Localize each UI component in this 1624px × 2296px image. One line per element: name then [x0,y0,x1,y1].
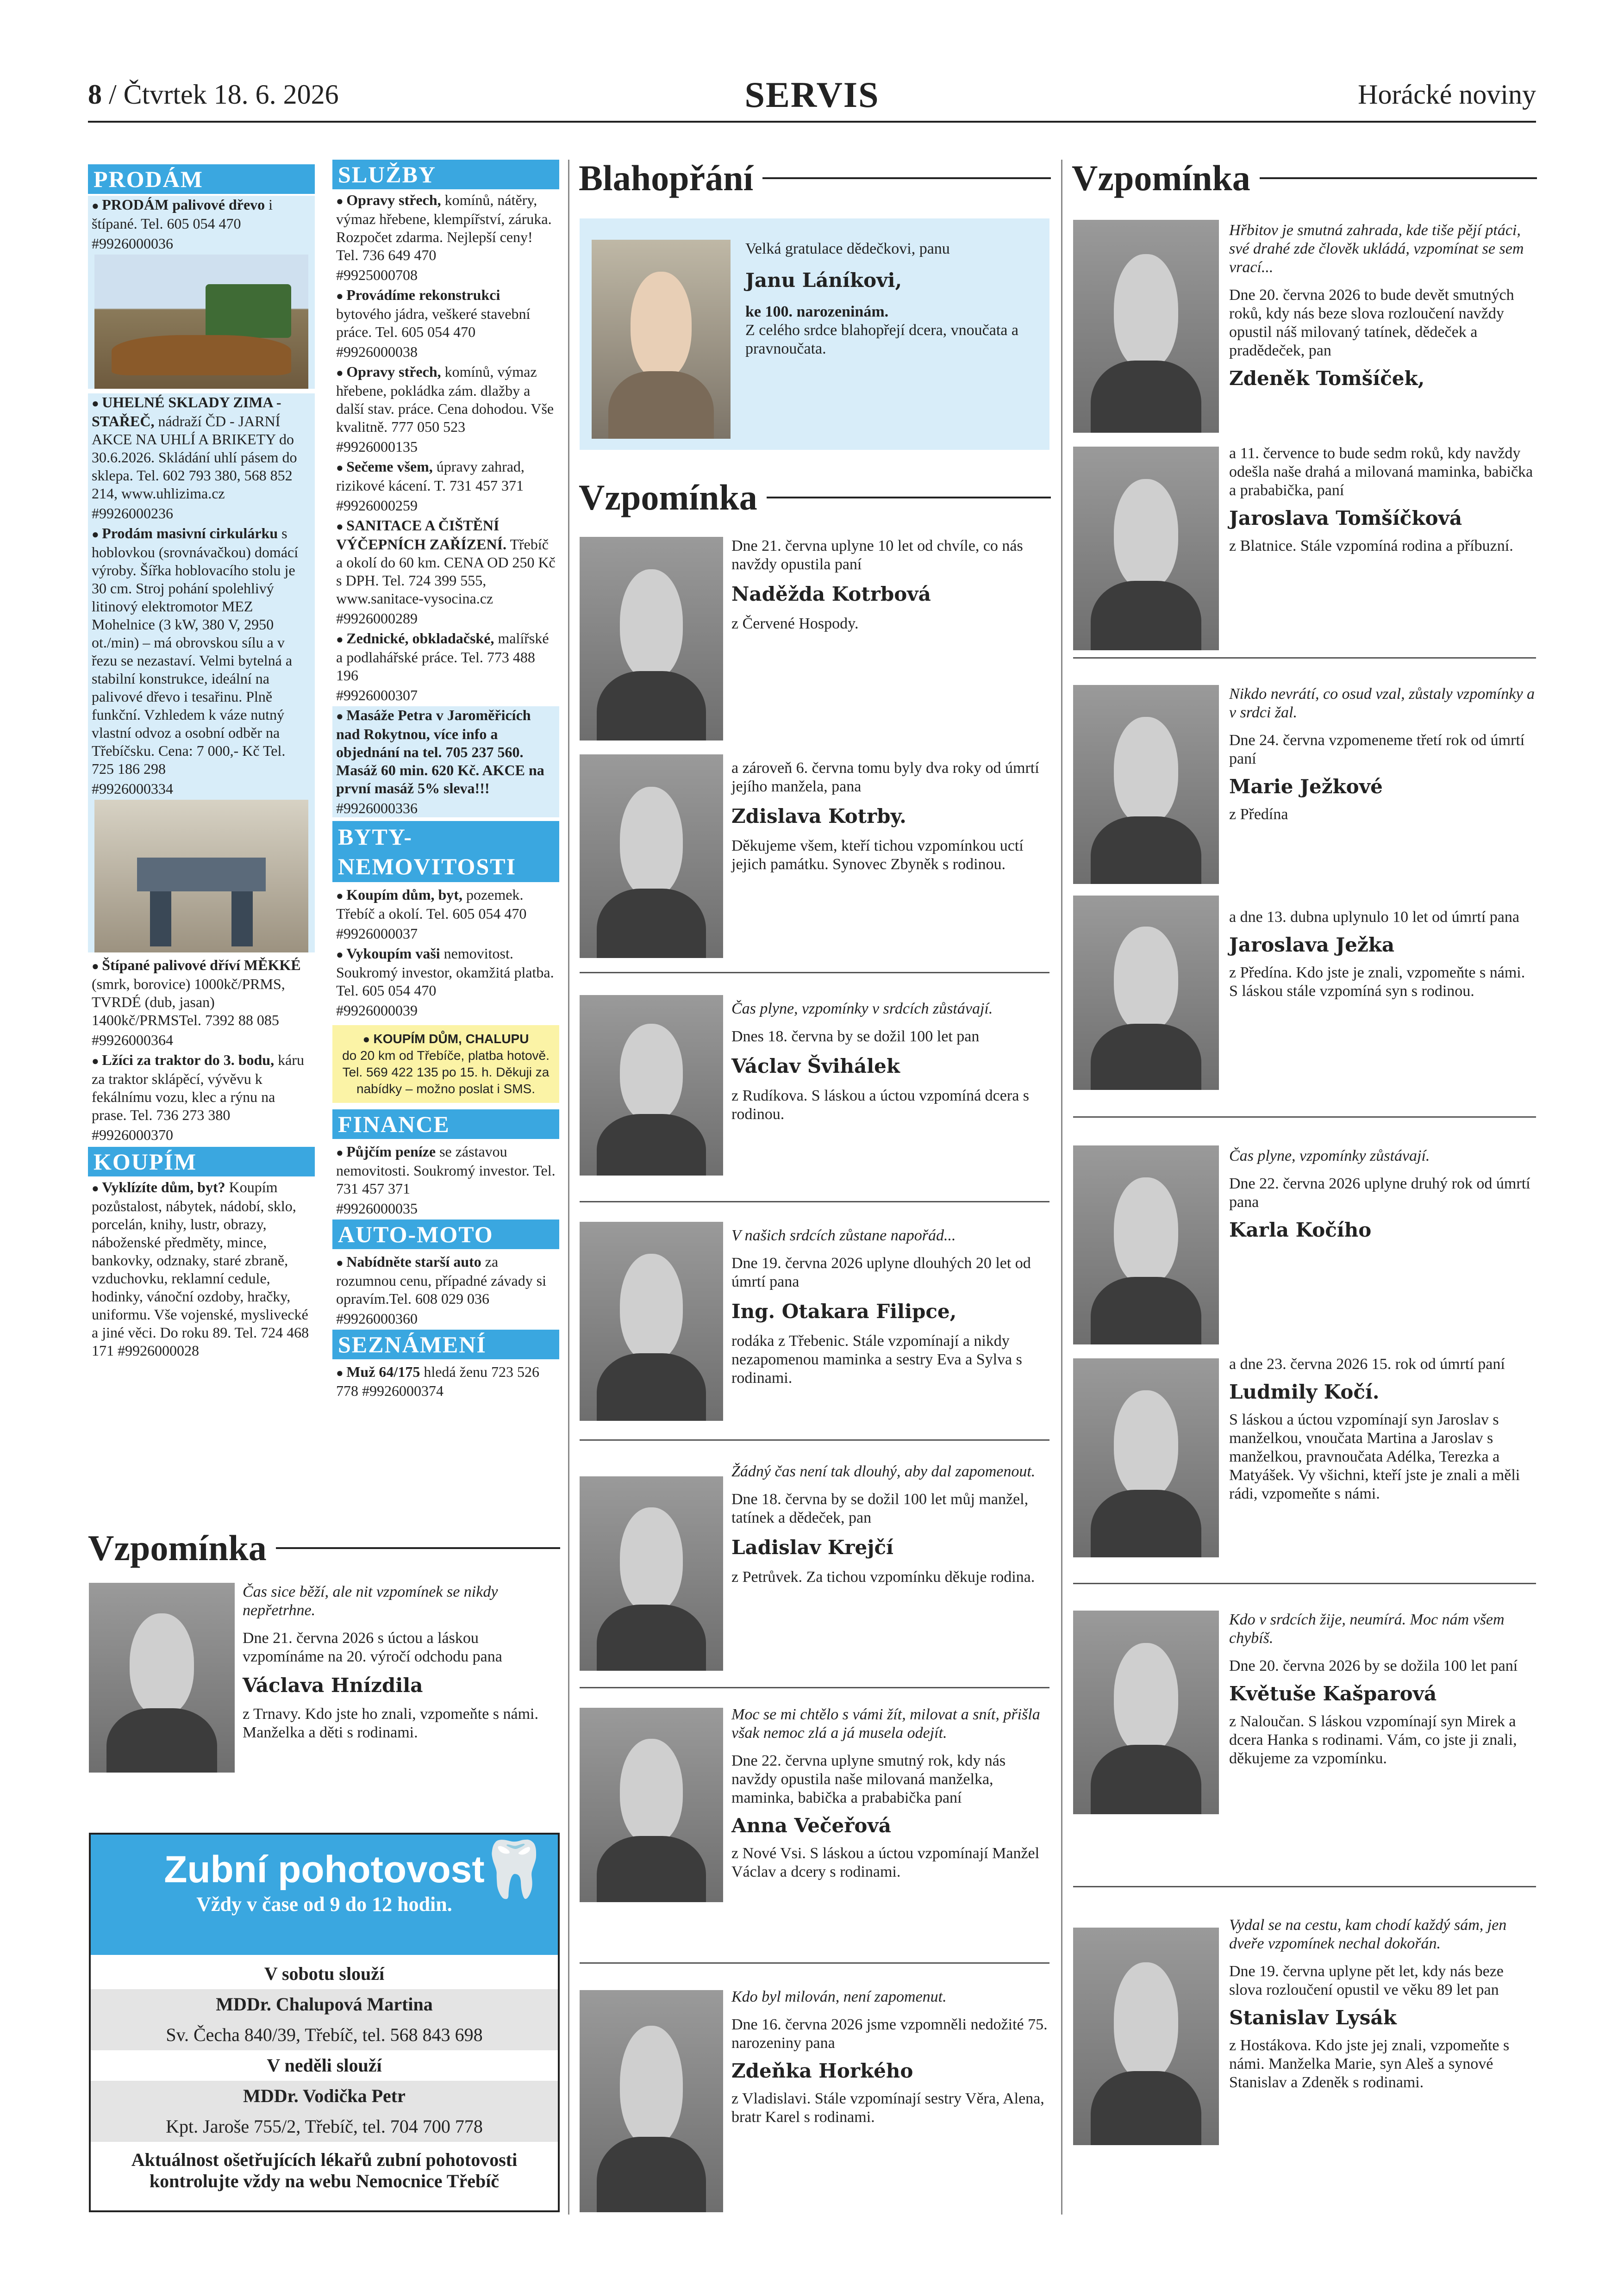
section-prodam: PRODÁM [88,164,315,194]
date-label: / Čtvrtek 18. 6. 2026 [109,79,339,110]
portrait-photo [580,1222,723,1421]
divider [1073,657,1536,659]
ad-code: #9926000037 [336,925,418,942]
portrait-photo [580,537,723,740]
obituary-filipec: V našich srdcích zůstane napořád... Dne 19. června 2026 uplyne dlouhých 20 let od úmrtí pana Ing. Otakara Filipce, rodáka z Třebenic. Stále vzpomínají a nikdy nezapomenou maminka a sestry Eva a Sylva s rodinami. [731,1226,1051,1388]
deceased-name: Marie Ježkové [1229,775,1383,798]
divider [580,1439,1049,1441]
portrait-photo [1073,896,1219,1090]
deceased-name: Václava Hnízdila [243,1674,423,1697]
obituary-lysak: Vydal se na cestu, kam chodí každý sám, jen dveře vzpomínek nechal dokořán. Dne 19. června uplyne pět let, kdy nás beze slova rozloučení opustil ve věku 89 let pan Stanislav Lysák z Hostákova. Kdo jste jej znali, vzpomeňte s námi. Manželka Marie, syn Aleš a synové Stanislav a Zdeněk s rodinami. [1229,1916,1537,2092]
ad-yellow-house: ● KOUPÍM DŮM, CHALUPU do 20 km od Třebíče, platba hotově. Tel. 569 422 135 po 15. h. Děkuji za nabídky – možno poslat i SMS. [332,1025,559,1103]
ad-code: #9926000334 [92,780,173,797]
obituary-tomsickova: a 11. července to bude sedm roků, kdy navždy odešla naše drahá a milovaná maminka, babička a prababička, paní Jaroslava Tomšíčková z Blatnice. Stále vzpomíná rodina a příbuzní. [1229,444,1537,555]
doctor-saturday: MDDr. Chalupová Martina [216,1994,433,2015]
ad-code: #9926000035 [336,1200,418,1217]
heading-vzpominka-mid: Vzpomínka [579,477,1051,518]
divider [1073,1116,1536,1118]
ad-code: #9926000336 [336,800,418,816]
ad-code: #9925000708 [336,267,418,283]
divider [580,972,1049,973]
portrait-photo [580,754,723,958]
obituary-vecerova: Moc se mi chtělo s vámi žít, milovat a snít, přišla však nemoc zlá a já musela odejít. Dne 22. června uplyne smutný rok, kdy nás navždy opustila naše milovaná manželka, maminka, babička a prababička paní Anna Večeřová z Nové Vsi. S láskou a úctou vzpomínají Manžel Václav a dcery s rodinami. [731,1705,1051,1881]
deceased-name: Ludmily Kočí. [1229,1381,1380,1403]
ad-code: #9926000259 [336,497,418,514]
portrait-photo [580,1708,723,1902]
portrait-photo [1073,1928,1219,2145]
deceased-name: Zdeňka Horkého [731,2060,913,2082]
column-divider [1061,160,1062,2215]
deceased-name: Jaroslava Ježka [1229,933,1395,956]
portrait-photo [580,1990,723,2212]
deceased-name: Václav Švihálek [731,1055,900,1077]
section-title: SERVIS [744,75,880,115]
deceased-name: Ing. Otakara Filipce, [731,1300,957,1323]
page-header [88,74,1536,123]
obituary-jezek: a dne 13. dubna uplynulo 10 let od úmrtí pana Jaroslava Ježka z Předína. Kdo jste je znali, vzpomeňte s námi. S láskou stále vzpomíná syn s rodinou. [1229,908,1537,1001]
section-seznameni: SEZNÁMENÍ [332,1330,559,1359]
divider [1073,1886,1536,1887]
deceased-name: Anna Večeřová [731,1814,892,1837]
heading-vzpominka-right: Vzpomínka [1072,157,1537,199]
section-koupim: KOUPÍM [88,1147,315,1176]
obituary-kasparova: Kdo v srdcích žije, neumírá. Moc nám všem chybíš. Dne 20. června 2026 by se dožila 100 let paní Květuše Kašparová z Naloučan. S láskou vzpomínají syn Mirek a dcera Hanka s rodinami. Vám, co jste ji znali, děkujeme za vzpomínku. [1229,1611,1537,1768]
obituary-koci: Čas plyne, vzpomínky zůstávají. Dne 22. června 2026 uplyne druhý rok od úmrtí pana Karla Kočího [1229,1147,1537,1249]
divider [580,1962,1049,1964]
portrait-photo [1073,1145,1219,1344]
deceased-name: Květuše Kašparová [1229,1682,1437,1705]
obituary-svihalek: Čas plyne, vzpomínky v srdcích zůstávají. Dnes 18. června by se dožil 100 let pan Václav Švihálek z Rudíkova. S láskou a úctou vzpomíná dcera s rodinou. [731,1000,1051,1124]
portrait-photo [1073,685,1219,884]
classifieds-col2: SLUŽBY ● Opravy střech, komínů, nátěry, výmaz hřebene, klempířství, záruka. Rozpočet zdarma. Nejlepší ceny! Tel. 736 649 470 #9925000708 ● Provádíme rekonstrukci bytového jádra, veškeré stavební práce. Tel. 605 054 470 #9926000038 ● Opravy střech, komínů, výmaz hřebene, pokládka zám. dlažby a další stav. práce. Cena dohodou. Vše kvalitně. 777 050 523 #9926000135 ● Sečeme všem, úpravy zahrad, rizikové kácení. T. 731 457 371 #9926000259 ● SANITACE A ČIŠTĚNÍ VÝČEPNÍCH ZAŘÍZENÍ. Třebíč a okolí do 60 km. CENA OD 250 Kč s DPH. Tel. 724 399 555, www.sanitace-vysocina.cz #9926000289 ● Zednické, obkladačské, malířské a podlahářské práce. Tel. 773 488 196 #9926000307 ● Masáže Petra v Jaroměřicích nad Rokytnou, více info a objednání na tel. 705 237 560. Masáž 60 min. 620 Kč. AKCE na první masáž 5% sleva!!! #9926000336 BYTY-NEMOVITOSTI ● Koupím dům, byt, pozemek. Třebíč a okolí. Tel. 605 054 470 #9926000037 ● Vykoupím vaši nemovitost. Soukromý investor, okamžitá platba. Tel. 605 054 470 #9926000039 ● KOUPÍM DŮM, CHALUPU do 20 km od Třebíče, platba hotově. Tel. 569 422 135 po 15. h. Děkuji za nabídky – možno poslat i SMS. FINANCE ● Půjčím peníze se zástavou nemovitosti. Soukromý investor. Tel. 731 457 371 #9926000035 AUTO-MOTO ● Nabídněte starší auto za rozumnou cenu, případné závady si opravím.Tel. 608 029 036 #9926000360 SEZNÁMENÍ ● Muž 64/175 hledá ženu 723 526 778 #9926000374 [332,160,559,1400]
deceased-name: Stanislav Lysák [1229,2006,1397,2029]
obituary-horky: Kdo byl milován, není zapomenut. Dne 16. června 2026 jsme vzpomněli nedožité 75. narozeniny pana Zdeňka Horkého z Vladislavi. Stále vzpomínají sestry Věra, Alena, bratr Karel s rodinami. [731,1988,1051,2127]
deceased-name: Karla Kočího [1229,1219,1372,1241]
deceased-name: Zdislava Kotrby. [731,805,906,828]
ad-code: #9926000039 [336,1002,418,1019]
obituary-tomsicek: Hřbitov je smutná zahrada, kde tiše pějí ptáci, své drahé zde člověk ukládá, vzpomínat se sem vrací... Dne 20. června 2026 to bude devět smutných roků, kdy nás beze slova rozloučení navždy opustil náš milovaný tatínek, dědeček a pradědeček, pan Zdeněk Tomšíček, [1229,221,1537,397]
ad-code: #9926000135 [336,438,418,455]
ad-code: #9926000364 [92,1032,173,1048]
heading-vzpominka-left: Vzpomínka [88,1527,560,1569]
dental-emergency-box: Zubní pohotovost Vždy v čase od 9 do 12 hodin. 🦷 V sobotu slouží MDDr. Chalupová Martina Sv. Čecha 840/39, Třebíč, tel. 568 843 698 V neděli slouží MDDr. Vodička Petr Kpt. Jaroše 755/2, Třebíč, tel. 704 700 778 Aktuálnost ošetřujících lékařů zubní pohotovosti kontrolujte vždy na webu Nemocnice Třebíč [89,1833,560,2212]
portrait-photo [1073,220,1219,433]
section-sluzby: SLUŽBY [332,160,559,189]
portrait-photo [580,1476,723,1671]
ad-prodam-2: ● UHELNÉ SKLADY ZIMA - STAŘEČ, nádraží ČD - JARNÍ AKCE NA UHLÍ A BRIKETY do 30.6.2026. Skládání uhlí pásem do sklepa. Tel. 602 793 380, 568 852 214, www.uhlizima.cz #9926000236 ● Prodám masivní cirkulárku s hoblovkou (srovnávačkou) domácí výroby. Šířka hoblovacího stolu je 30 cm. Stroj pohání spolehlivý litinový elektromotor MEZ Mohelnice (3 kW, 380 V, 2950 ot./min) – má obrovskou sílu a v řezu se nezastaví. Velmi bytelná a stabilní konstrukce, ideální na palivové dřevo i tesařinu. Plně funkční. Vzhledem k váze nutný vlastní odvoz a osobní odběr na Třebíčsku. Cena: 7 000,- Kč Tel. 725 186 298 #9926000334 [88,393,315,952]
obituary-krejci: Žádný čas není tak dlouhý, aby dal zapomenout. Dne 18. června by se dožil 100 let můj manžel, tatínek a dědeček, pan Ladislav Krejčí z Petrůvek. Za tichou vzpomínku děkuje rodina. [731,1462,1051,1587]
ad-prodam-1: ● PRODÁM palivové dřevo i štípané. Tel. 605 054 470 #9926000036 [88,196,315,389]
tooth-icon: 🦷 [479,1837,549,1902]
dental-header: Zubní pohotovost Vždy v čase od 9 do 12 hodin. 🦷 [91,1835,558,1955]
portrait-photo [592,240,731,439]
ad-massage: ● Masáže Petra v Jaroměřicích nad Rokytnou, více info a objednání na tel. 705 237 560. Masáž 60 min. 620 Kč. AKCE na první masáž 5% sleva!!! #9926000336 [332,706,559,817]
portrait-photo [1073,1358,1219,1557]
ad-code: #9926000289 [336,610,418,627]
section-byty: BYTY-NEMOVITOSTI [332,821,559,882]
classifieds-col1: PRODÁM ● PRODÁM palivové dřevo i štípané. Tel. 605 054 470 #9926000036 ● UHELNÉ SKLADY ZIMA - STAŘEČ, nádraží ČD - JARNÍ AKCE NA UHLÍ A BRIKETY do 30.6.2026. Skládání uhlí pásem do sklepa. Tel. 602 793 380, 568 852 214, www.uhlizima.cz #9926000236 ● Prodám masivní cirkulárku s hoblovkou (srovnávačkou) domácí výroby. Šířka hoblovacího stolu je 30 cm. Stroj pohání spolehlivý litinový elektromotor MEZ Mohelnice (3 kW, 380 V, 2950 ot./min) – má obrovskou sílu a v řezu se nezastaví. Velmi bytelná a stabilní konstrukce, ideální na palivové dřevo i tesařinu. Plně funkční. Vzhledem k váze nutný vlastní odvoz a osobní odběr na Třebíčsku. Cena: 7 000,- Kč Tel. 725 186 298 #9926000334 ● Štípané palivové dříví MĚKKÉ (smrk, borovice) 1000kč/PRMS, TVRDÉ (dub, jasan) 1400kč/PRMSTel. 7392 88 085 #9926000364 ● Lžíci za traktor do 3. bodu, káru za traktor sklápěcí, vývěvu k fekálnímu vozu, klec a rýnu na prase. Tel. 736 273 380 #9926000370 KOUPÍM ● Vyklízíte dům, byt? Koupím pozůstalost, nábytek, nádobí, sklo, porcelán, knihy, lustr, obrazy, náboženské předměty, mince, bankovky, odznaky, staré zbraně, vzduchovku, reklamní cedule, hodinky, vánoční ozdoby, hračky, uniformu. Vše vojenské, myslivecké a jiné věci. Do roku 89. Tel. 724 468 171 #9926000028 [88,164,315,1360]
deceased-name: Zdeněk Tomšíček, [1229,367,1425,390]
deceased-name: Naděžda Kotrbová [731,583,931,605]
ad-code: #9926000307 [336,687,418,703]
portrait-photo [1073,447,1219,650]
obituary-kotrba: a zároveň 6. června tomu byly dva roky od úmrtí jejího manžela, pana Zdislava Kotrby. Děkujeme všem, kteří tichou vzpomínkou uctí jejich památku. Synovec Zbyněk s rodinou. [731,759,1051,874]
ad-code: #9926000036 [92,235,173,252]
deceased-name: Jaroslava Tomšíčková [1229,507,1462,529]
heading-blahoprani: Blahopřání [579,157,1051,199]
obituary-jezkova: Nikdo nevrátí, co osud vzal, zůstaly vzpomínky a v srdci žal. Dne 24. června vzpomeneme třetí rok od úmrtí paní Marie Ježkové z Předína [1229,685,1537,824]
page-number: 8 [88,79,102,110]
divider [1073,1583,1536,1584]
ad-code: #9926000236 [92,505,173,522]
portrait-photo [1073,1611,1219,1814]
portrait-photo [580,995,723,1176]
deceased-name: Ladislav Krejčí [731,1536,893,1559]
divider [580,1687,1049,1688]
column-divider [568,160,569,2215]
celebrant-name: Janu Láníkovi, [745,269,902,292]
obituary-kotrbova: Dne 21. června uplyne 10 let od chvíle, co nás navždy opustila paní Naděžda Kotrbová z Červené Hospody. [731,537,1051,633]
paper-name: Horácké noviny [1358,79,1536,110]
ad-code: #9926000038 [336,343,418,360]
obituary-kocova: a dne 23. června 2026 15. rok od úmrtí paní Ludmily Kočí. S láskou a úctou vzpomínají syn Jaroslav s manželkou, vnoučata Martina a Jaroslav s manželkou, pravnoučata Adélka, Terezka a Matyášek. Vy všichni, kteří jste je znali a měli rádi, vzpomeňte s námi. [1229,1355,1537,1503]
section-finance: FINANCE [332,1109,559,1139]
divider [580,1201,1049,1202]
doctor-sunday: MDDr. Vodička Petr [243,2085,406,2106]
ad-code: #9926000370 [92,1126,173,1143]
ad-code: #9926000360 [336,1310,418,1327]
portrait-photo [89,1583,235,1773]
ad-photo-firewood [94,255,308,389]
ad-photo-saw [94,800,308,952]
obituary-hnizdil: Čas sice běží, ale nit vzpomínek se nikdy nepřetrhne. Dne 21. června 2026 s úctou a láskou vzpomínáme na 20. výročí odchodu pana Václava Hnízdila z Trnavy. Kdo jste ho znali, vzpomeňte s námi. Manželka a děti s rodinami. [243,1583,548,1742]
section-auto: AUTO-MOTO [332,1220,559,1249]
congratulation-text: Velká gratulace dědečkovi, panu Janu Láníkovi, ke 100. narozeninám. Z celého srdce blahopřejí dcera, vnoučata a pravnoučata. [745,240,1042,358]
